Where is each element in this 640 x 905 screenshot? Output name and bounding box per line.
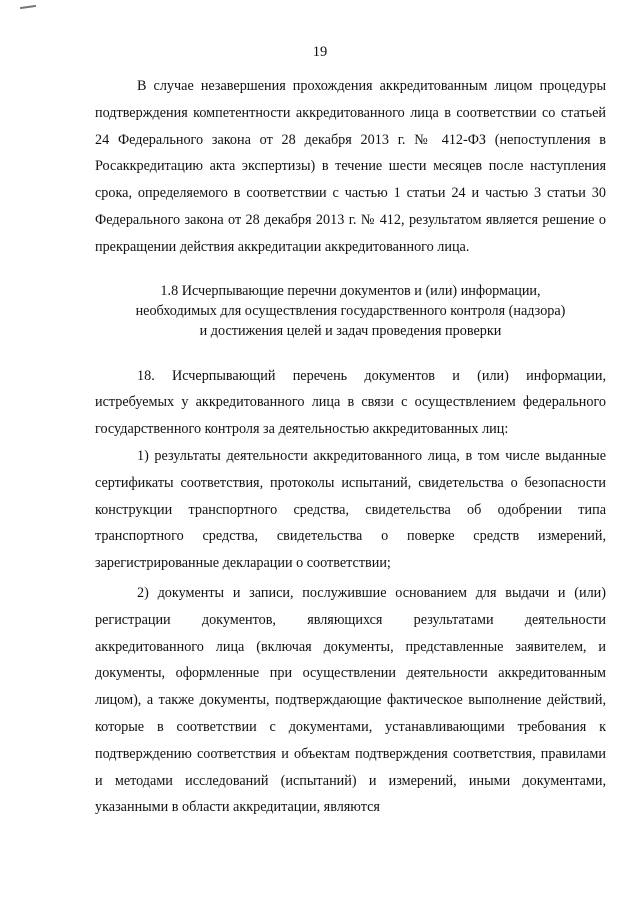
document-body (95, 73, 606, 821)
section-heading-line-2: необходимых для осуществления государственного контроля (надзора) (135, 302, 566, 319)
section-heading-line-1: 1.8 Исчерпывающие перечни документов и (или) информации, (160, 282, 541, 299)
list-item-1: 1) результаты деятельности аккредитованного лица, в том числе выданные сертификаты соответствия, протоколы испытаний, свидетельства о безопасности конструкции транспортного средства, свидетельства об одобрении типа транспортного средства, свидетельства о поверке средств измерений, зарегистрированные декларации о соответствии; (95, 447, 606, 572)
paragraph-18: 18. Исчерпывающий перечень документов и (или) информации, истребуемых у аккредитованного лица в связи с осуществлением федерального государственного контроля за деятельностью аккредитованных лиц: (95, 367, 606, 438)
paragraph-accreditation-termination: В случае незавершения прохождения аккредитованным лицом процедуры подтверждения компетентности аккредитованного лица в соответствии со статьей 24 Федерального закона от 28 декабря 2013 г. № 412-ФЗ (непоступления в Росаккредитацию акта экспертизы) в течение шести месяцев после наступления срока, определяемого в соответствии с частью 1 статьи 24 и частью 3 статьи 30 Федерального закона от 28 декабря 2013 г. № 412, результатом является решение о прекращении действия аккредитации аккредитованного лица. (95, 78, 606, 255)
section-heading (95, 281, 606, 341)
scan-artifact (20, 5, 36, 9)
section-heading-line-3: и достижения целей и задач проведения проверки (199, 322, 502, 339)
page-number: 19 (312, 44, 328, 60)
list-item-2: 2) документы и записи, послужившие основанием для выдачи и (или) регистрации документов, являющихся результатами деятельности аккредитованного лица (включая документы, представленные заявителем, и документы, оформленные при осуществлении деятельности аккредитованным лицом), а также документы, подтверждающие фактическое выполнение действий, которые в соответствии с документами, устанавливающими требования к подтверждению соответствия и объектам подтверждения соответствия, правилами и методами исследований (испытаний) и измерений, иными документами, указанными в области аккредитации, являются (95, 584, 606, 816)
